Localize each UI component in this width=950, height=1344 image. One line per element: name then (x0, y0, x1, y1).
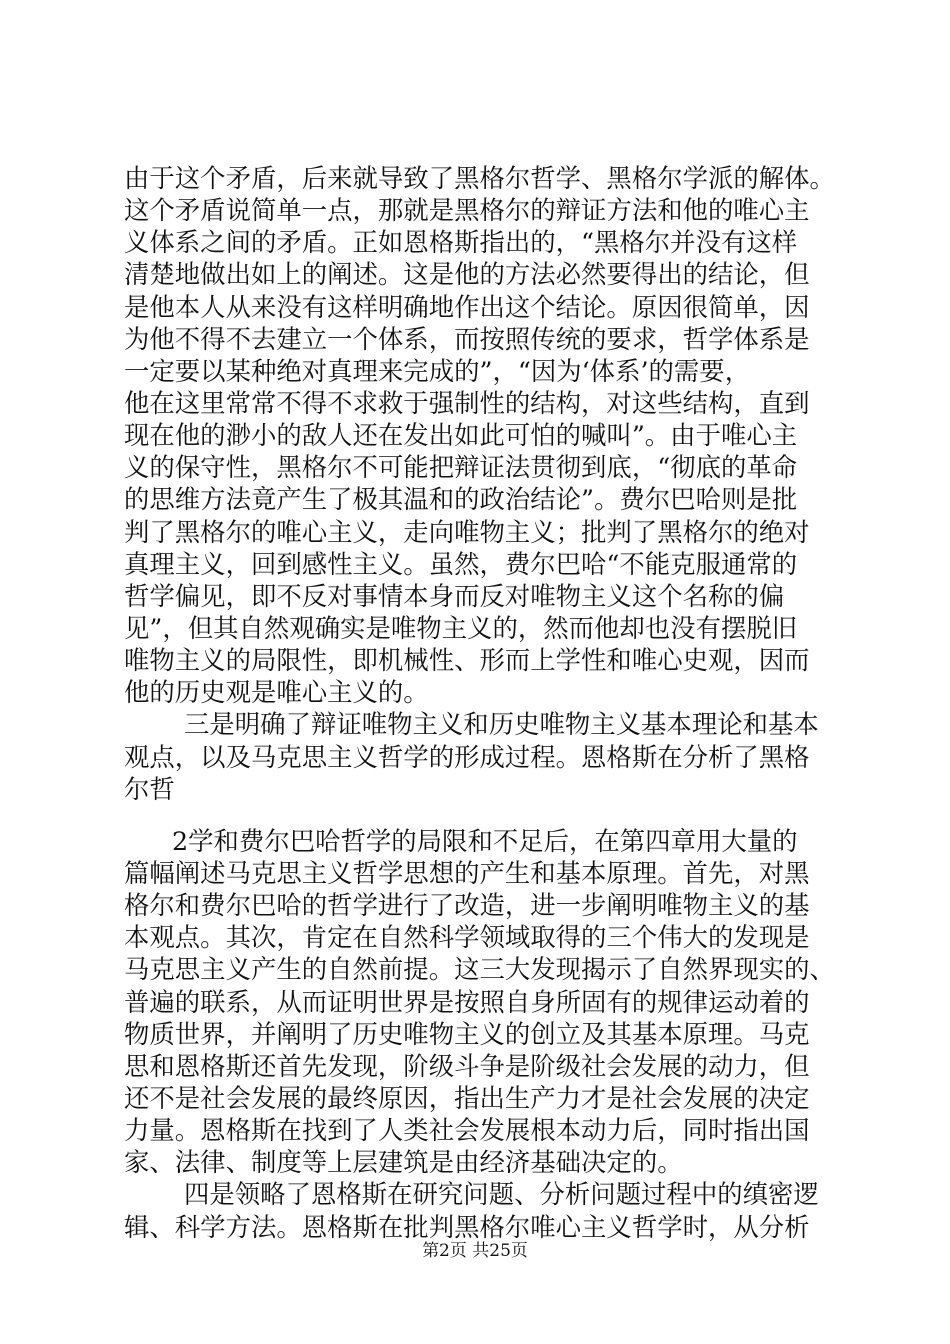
text-line: 义的保守性，黑格尔不可能把辩证法贯彻到底，“彻底的革命 (124, 452, 798, 483)
text-line: 唯物主义的局限性，即机械性、形而上学性和唯心史观，因而 (124, 645, 810, 676)
text-line: 力量。恩格斯在找到了人类社会发展根本动力后，同时指出国 (124, 1115, 810, 1146)
text-line: 四是领略了恩格斯在研究问题、分析问题过程中的缜密逻 (184, 1179, 819, 1210)
text-line: 是他本人从来没有这样明确地作出这个结论。原因很简单，因 (124, 291, 810, 322)
text-line: 家、法律、制度等上层建筑是由经济基础决定的。 (124, 1147, 683, 1178)
text-line: 辑、科学方法。恩格斯在批判黑格尔唯心主义哲学时，从分析 (124, 1211, 810, 1242)
text-line: 物质世界，并阐明了历史唯物主义的创立及其基本原理。马克 (124, 1018, 810, 1049)
text-line: 现在他的渺小的敌人还在发出如此可怕的喊叫”。由于唯心主 (124, 420, 798, 451)
paragraph-2 (124, 708, 836, 804)
text-line: 哲学偏见，即不反对事情本身而反对唯物主义这个名称的偏 (124, 580, 785, 611)
text-line: 普遍的联系，从而证明世界是按照自身所固有的规律运动着的 (124, 986, 810, 1017)
body-text (124, 162, 836, 1243)
paragraph-1 (124, 162, 836, 708)
text-line: 清楚地做出如上的阐述。这是他的方法必然要得出的结论，但 (124, 259, 810, 290)
text-line: 他在这里常常不得不求救于强制性的结构，对这些结构，直到 (124, 387, 810, 418)
text-line: 这个矛盾说简单一点，那就是黑格尔的辩证方法和他的唯心主 (124, 195, 810, 226)
text-line: 本观点。其次，肯定在自然科学领域取得的三个伟大的发现是 (124, 922, 810, 953)
text-line: 的思维方法竟产生了极其温和的政治结论”。费尔巴哈则是批 (124, 484, 798, 515)
page-number-label: 第2页 共25页 (422, 1241, 528, 1261)
text-line: 三是明确了辩证唯物主义和历史唯物主义基本理论和基本 (184, 709, 819, 740)
text-line: 他的历史观是唯心主义的。 (124, 677, 429, 708)
paragraph-3 (124, 825, 836, 1179)
text-line: 义体系之间的矛盾。正如恩格斯指出的，“黑格尔并没有这样 (124, 227, 798, 258)
text-line: 还不是社会发展的最终原因，指出生产力才是社会发展的决定 (124, 1082, 810, 1113)
text-line: 马克思主义产生的自然前提。这三大发现揭示了自然界现实的、 (124, 954, 835, 985)
text-line: 格尔和费尔巴哈的哲学进行了改造，进一步阐明唯物主义的基 (124, 890, 810, 921)
page-footer (0, 1240, 950, 1262)
page-break-gap (124, 805, 836, 825)
text-line: 一定要以某种绝对真理来完成的”，“因为‘体系’的需要， (124, 355, 751, 386)
text-line: 判了黑格尔的唯心主义，走向唯物主义；批判了黑格尔的绝对 (124, 516, 810, 547)
text-line: 为他不得不去建立一个体系，而按照传统的要求，哲学体系是 (124, 323, 810, 354)
text-line: 由于这个矛盾，后来就导致了黑格尔哲学、黑格尔学派的解体。 (124, 163, 835, 193)
text-line: 篇幅阐述马克思主义哲学思想的产生和基本原理。首先，对黑 (124, 857, 810, 888)
text-line: 真理主义，回到感性主义。虽然，费尔巴哈“不能克服通常的 (124, 548, 798, 579)
paragraph-4 (124, 1178, 836, 1242)
text-line: 2学和费尔巴哈哲学的局限和不足后，在第四章用大量的 (172, 825, 798, 856)
text-line: 思和恩格斯还首先发现，阶级斗争是阶级社会发展的动力，但 (124, 1050, 810, 1081)
text-line: 尔哲 (124, 773, 175, 804)
text-line: 观点，以及马克思主义哲学的形成过程。恩格斯在分析了黑格 (124, 741, 810, 772)
text-line: 见”，但其自然观确实是唯物主义的，然而他却也没有摆脱旧 (124, 612, 798, 643)
